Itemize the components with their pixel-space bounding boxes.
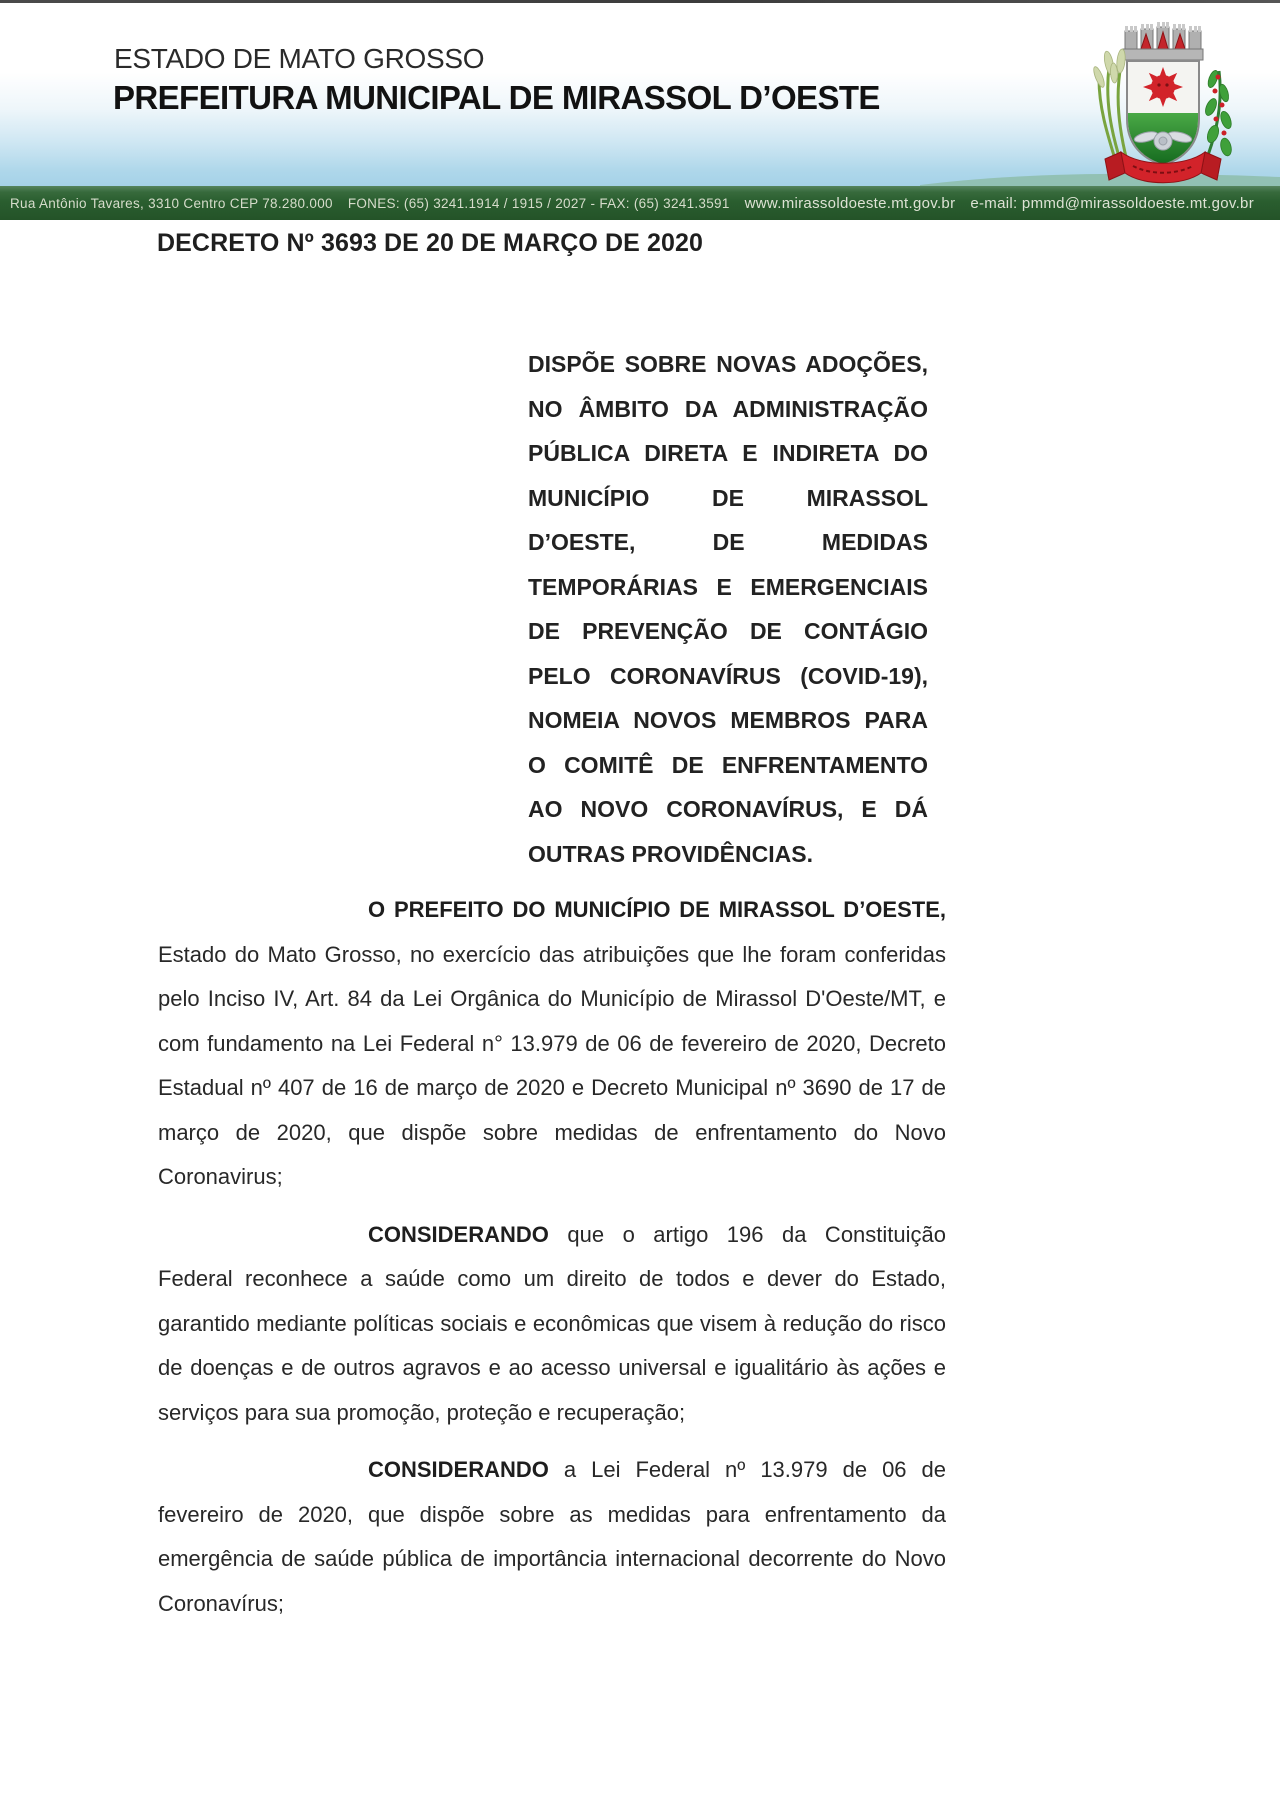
consideration-paragraph [158, 1448, 946, 1626]
preamble-paragraph [158, 888, 946, 1200]
preamble-lead: O PREFEITO DO MUNICÍPIO DE MIRASSOL D’OESTE, [368, 897, 946, 922]
letterhead-header [0, 3, 1280, 186]
address-bar [0, 186, 1280, 220]
decree-body [158, 888, 946, 1639]
state-name: ESTADO DE MATO GROSSO [114, 43, 485, 74]
coat-of-arms-icon [1085, 21, 1241, 189]
address-text: Rua Antônio Tavares, 3310 Centro CEP 78.280.000 [10, 195, 333, 211]
website-text: www.mirassoldoeste.mt.gov.br [744, 194, 956, 212]
decree-summary: DISPÕE SOBRE NOVAS ADOÇÕES, NO ÂMBITO DA ADMINISTRAÇÃO PÚBLICA DIRETA E INDIRETA DO MUNICÍPIO DE MIRASSOL D’OESTE, DE MEDIDAS TEMPORÁRIAS E EMERGENCIAIS DE PREVENÇÃO DE CONTÁGIO PELO CORONAVÍRUS (COVID-19), NOMEIA NOVOS MEMBROS PARA O COMITÊ DE ENFRENTAMENTO AO NOVO CORONAVÍRUS, E DÁ OUTRAS PROVIDÊNCIAS. [528, 351, 928, 867]
email-text: e-mail: pmmd@mirassoldoeste.mt.gov.br [970, 194, 1254, 212]
consideration-keyword: CONSIDERANDO [368, 1221, 549, 1247]
phones-text: FONES: (65) 3241.1914 / 1915 / 2027 - FAX: (65) 3241.3591 [347, 195, 730, 211]
consideration-text: que o artigo 196 da Constituição Federal reconhece a saúde como um direito de todos e dever do Estado, garantido mediante políticas sociais e econômicas que visem à redução do risco de doenças e de outros agravos e ao acesso universal e igualitário às ações e serviços para sua promoção, proteção e recuperação; [158, 1221, 946, 1425]
preamble-body-text: Estado do Mato Grosso, no exercício das atribuições que lhe foram conferidas pelo Inciso IV, Art. 84 da Lei Orgânica do Município de Mirassol D'Oeste/MT, e com fundamento na Lei Federal n° 13.979 de 06 de fevereiro de 2020, Decreto Estadual nº 407 de 16 de março de 2020 e Decreto Municipal nº 3690 de 17 de março de 2020, que dispõe sobre medidas de enfrentamento do Novo Coronavirus; [158, 941, 946, 1189]
consideration-keyword: CONSIDERANDO [368, 1457, 549, 1482]
consideration-text: a Lei Federal nº 13.979 de 06 de fevereiro de 2020, que dispõe sobre as medidas para enfrentamento da emergência de saúde pública de importância internacional decorrente do Novo Coronavírus; [158, 1457, 946, 1616]
decree-title: DECRETO Nº 3693 DE 20 DE MARÇO DE 2020 [157, 229, 703, 257]
municipality-name: PREFEITURA MUNICIPAL DE MIRASSOL D’OESTE [113, 79, 880, 116]
consideration-paragraph [158, 1213, 946, 1436]
